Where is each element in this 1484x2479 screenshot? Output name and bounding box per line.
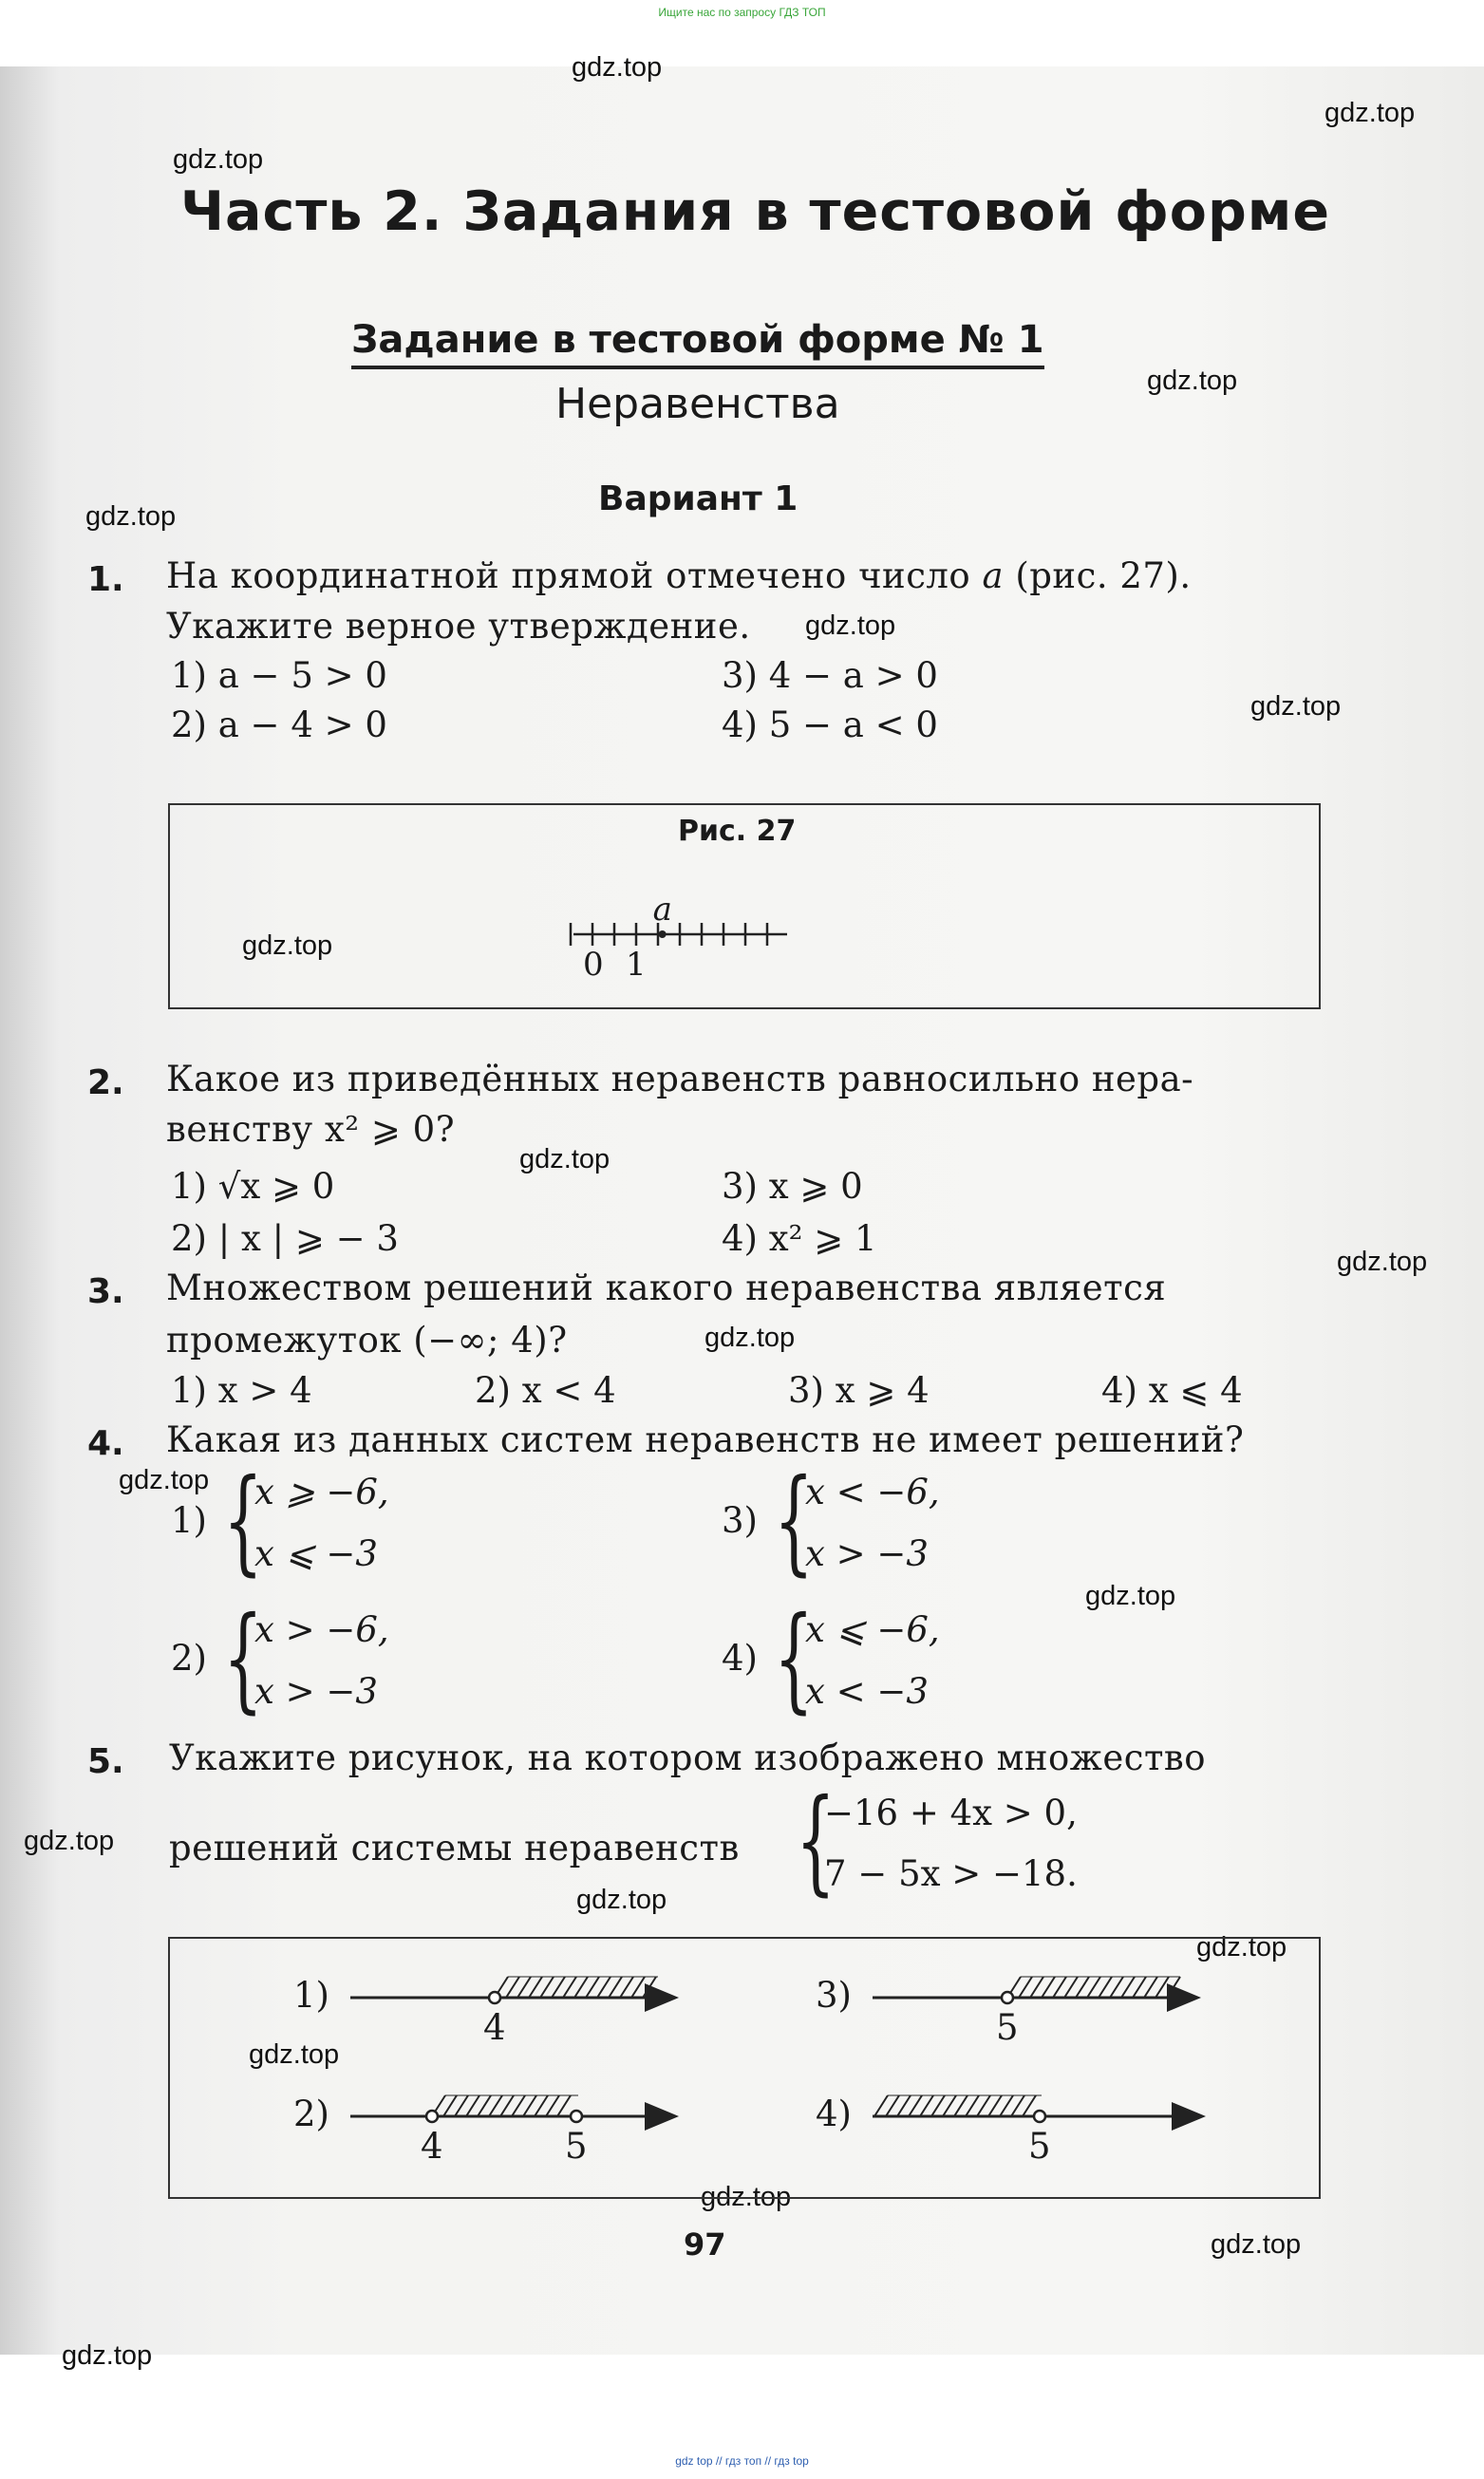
hatch-line [552, 1977, 565, 1998]
hatch-line [874, 2095, 888, 2116]
system-brace: { [796, 1775, 836, 1907]
tick-label-1: 1 [626, 946, 647, 984]
question-text: промежуток (−∞; 4)? [166, 1320, 568, 1361]
q1-line1-text: На координатной прямой отмечено число [166, 555, 971, 596]
question-number: 2. [87, 1063, 124, 1102]
page-number: 97 [684, 2226, 726, 2263]
answer-option: 4) x² ⩾ 1 [722, 1218, 877, 1259]
open-point [489, 1992, 500, 2003]
system-line: x > −3 [805, 1533, 929, 1574]
watermark: gdz.top [24, 1826, 115, 1856]
watermark: gdz.top [62, 2340, 153, 2371]
hatch-line [1155, 1977, 1169, 1998]
system-number: 2) [171, 1638, 207, 1679]
hatch-line [643, 1977, 656, 1998]
hatch-line [1144, 1977, 1157, 1998]
question-text: Какая из данных систем неравенств не имеет решений? [166, 1419, 1245, 1460]
hatch-line [563, 1977, 576, 1998]
question-text: Множеством решений какого неравенства является [166, 1268, 1167, 1308]
hatch-line [512, 2095, 525, 2116]
hatch-line [574, 1977, 588, 1998]
q5-number-lines [170, 1939, 1319, 2197]
question-text: решений системы неравенств [169, 1828, 740, 1869]
open-point [426, 2111, 438, 2122]
point-label: 4 [421, 2126, 443, 2167]
system-line: x ⩽ −3 [254, 1533, 378, 1574]
hatch-line [1087, 1977, 1100, 1998]
hatch-line [523, 2095, 536, 2116]
watermark: gdz.top [1211, 2229, 1302, 2260]
system-line: 7 − 5x > −18. [824, 1853, 1078, 1894]
question-text: Какое из приведённых неравенств равносильно нера- [166, 1059, 1194, 1099]
watermark: gdz.top [701, 2182, 792, 2212]
watermark: gdz.top [576, 1885, 667, 1915]
figure-option-number: 1) [293, 1975, 329, 2016]
hatch-line [455, 2095, 468, 2116]
hatch-line [517, 1977, 531, 1998]
hatch-line [1099, 1977, 1112, 1998]
hatch-line [1042, 1977, 1055, 1998]
hatch-line [977, 2095, 990, 2116]
question-number: 3. [87, 1272, 124, 1311]
hatch-line [886, 2095, 899, 2116]
answer-option: 2) x < 4 [475, 1370, 616, 1411]
tick-label-0: 0 [583, 946, 604, 984]
hatch-line [1076, 1977, 1089, 1998]
hatch-line [489, 2095, 502, 2116]
topic-title: Неравенства [555, 380, 840, 428]
system-brace: { [774, 1593, 814, 1725]
hatch-line [506, 1977, 519, 1998]
point-label: 5 [1028, 2126, 1051, 2167]
option-3-line [873, 1977, 1195, 2003]
answer-option: 1) √x ⩾ 0 [171, 1166, 335, 1207]
watermark: gdz.top [249, 2039, 340, 2070]
system-line: x > −6, [254, 1609, 389, 1650]
system-brace: { [774, 1455, 814, 1587]
watermark: gdz.top [704, 1323, 796, 1353]
point-label: 4 [483, 2007, 506, 2048]
section-title: Часть 2. Задания в тестовой форме [180, 180, 1330, 243]
q5-options-box [168, 1937, 1321, 2199]
system-brace: { [223, 1593, 263, 1725]
watermark: gdz.top [1147, 366, 1238, 396]
hatch-line [988, 2095, 1002, 2116]
answer-option: 2) a − 4 > 0 [171, 704, 387, 745]
hatch-line [597, 1977, 611, 1998]
bottom-note: gdz top // гдз топ // гдз top [675, 2454, 809, 2468]
answer-option: 3) x ⩾ 0 [722, 1166, 863, 1207]
hatch-line [466, 2095, 479, 2116]
hatch-line [586, 1977, 599, 1998]
system-number: 1) [171, 1500, 207, 1541]
hatch-line [897, 2095, 911, 2116]
watermark: gdz.top [1250, 691, 1342, 722]
system-line: x ⩽ −6, [805, 1609, 940, 1650]
hatch-line [443, 2095, 457, 2116]
answer-option: 3) x ⩾ 4 [788, 1370, 930, 1411]
hatch-line [535, 2095, 548, 2116]
number-line-figure [170, 805, 1319, 1007]
hatch-line [478, 2095, 491, 2116]
hatch-line [529, 1977, 542, 1998]
open-point [1034, 2111, 1045, 2122]
figure-27-box [168, 803, 1321, 1009]
figure-option-number: 3) [816, 1975, 852, 2016]
hatch-line [631, 1977, 645, 1998]
q1-line1-end: (рис. 27). [1015, 555, 1192, 596]
open-point [571, 2111, 582, 2122]
system-line: −16 + 4x > 0, [824, 1793, 1078, 1833]
answer-option: 4) 5 − a < 0 [722, 704, 938, 745]
point-label: 5 [565, 2126, 588, 2167]
system-line: x < −6, [805, 1472, 940, 1512]
hatch-line [557, 2095, 571, 2116]
question-number: 5. [87, 1742, 124, 1781]
answer-option: 4) x ⩽ 4 [1101, 1370, 1243, 1411]
watermark: gdz.top [1085, 1581, 1176, 1611]
hatch-line [620, 1977, 633, 1998]
figure-option-number: 4) [816, 2094, 852, 2134]
question-number: 4. [87, 1424, 124, 1463]
hatch-line [1064, 1977, 1078, 1998]
option-4-line [873, 2095, 1200, 2122]
hatch-line [546, 2095, 559, 2116]
hatch-line [540, 1977, 554, 1998]
hatch-line [909, 2095, 922, 2116]
system-line: x ⩾ −6, [254, 1472, 389, 1512]
hatch-line [1121, 1977, 1135, 1998]
system-line: x < −3 [805, 1671, 929, 1712]
hatch-line [1000, 2095, 1013, 2116]
hatch-line [943, 2095, 956, 2116]
hatch-line [1011, 2095, 1024, 2116]
figure-label: Рис. 27 [678, 815, 797, 848]
watermark: gdz.top [1196, 1932, 1287, 1963]
point-a [659, 930, 667, 938]
watermark: gdz.top [242, 930, 333, 961]
system-brace: { [223, 1455, 263, 1587]
answer-option: 1) a − 5 > 0 [171, 655, 387, 696]
question-text: Укажите рисунок, на котором изображено множество [169, 1737, 1207, 1778]
option-1-line [350, 1977, 673, 2003]
hatch-line [920, 2095, 933, 2116]
hatch-line [931, 2095, 945, 2116]
hatch-line [1110, 1977, 1123, 1998]
watermark: gdz.top [119, 1465, 210, 1495]
hatch-line [966, 2095, 979, 2116]
hatch-line [1133, 1977, 1146, 1998]
hatch-line [609, 1977, 622, 1998]
hatch-line [1019, 1977, 1032, 1998]
answer-option: 2) | x | ⩾ − 3 [171, 1218, 399, 1259]
hatch-line [1053, 1977, 1066, 1998]
watermark: gdz.top [173, 144, 264, 175]
watermark: gdz.top [572, 52, 663, 83]
system-line: x > −3 [254, 1671, 378, 1712]
hatch-line [500, 2095, 514, 2116]
hatch-line [1030, 1977, 1043, 1998]
test-title: Задание в тестовой форме № 1 [351, 318, 1044, 369]
question-text: Укажите верное утверждение. [166, 606, 751, 647]
figure-option-number: 2) [293, 2094, 329, 2134]
variant-title: Вариант 1 [598, 479, 798, 518]
question-text: венству x² ⩾ 0? [166, 1109, 456, 1150]
q1-variable: a [982, 555, 1005, 596]
answer-option: 3) 4 − a > 0 [722, 655, 938, 696]
answer-option: 1) x > 4 [171, 1370, 312, 1411]
watermark: gdz.top [1324, 98, 1416, 128]
watermark: gdz.top [85, 501, 177, 532]
hatch-line [1167, 1977, 1180, 1998]
watermark: gdz.top [1337, 1247, 1428, 1277]
watermark: gdz.top [519, 1144, 611, 1174]
system-number: 3) [722, 1500, 758, 1541]
point-label: 5 [996, 2007, 1019, 2048]
point-label-a: a [652, 891, 672, 929]
top-note: Ищите нас по запросу ГДЗ ТОП [658, 6, 826, 19]
question-text [166, 555, 1192, 596]
open-point [1002, 1992, 1013, 2003]
hatch-line [954, 2095, 967, 2116]
system-number: 4) [722, 1638, 758, 1679]
question-number: 1. [87, 560, 124, 599]
option-2-line [350, 2095, 673, 2122]
watermark: gdz.top [805, 610, 896, 641]
